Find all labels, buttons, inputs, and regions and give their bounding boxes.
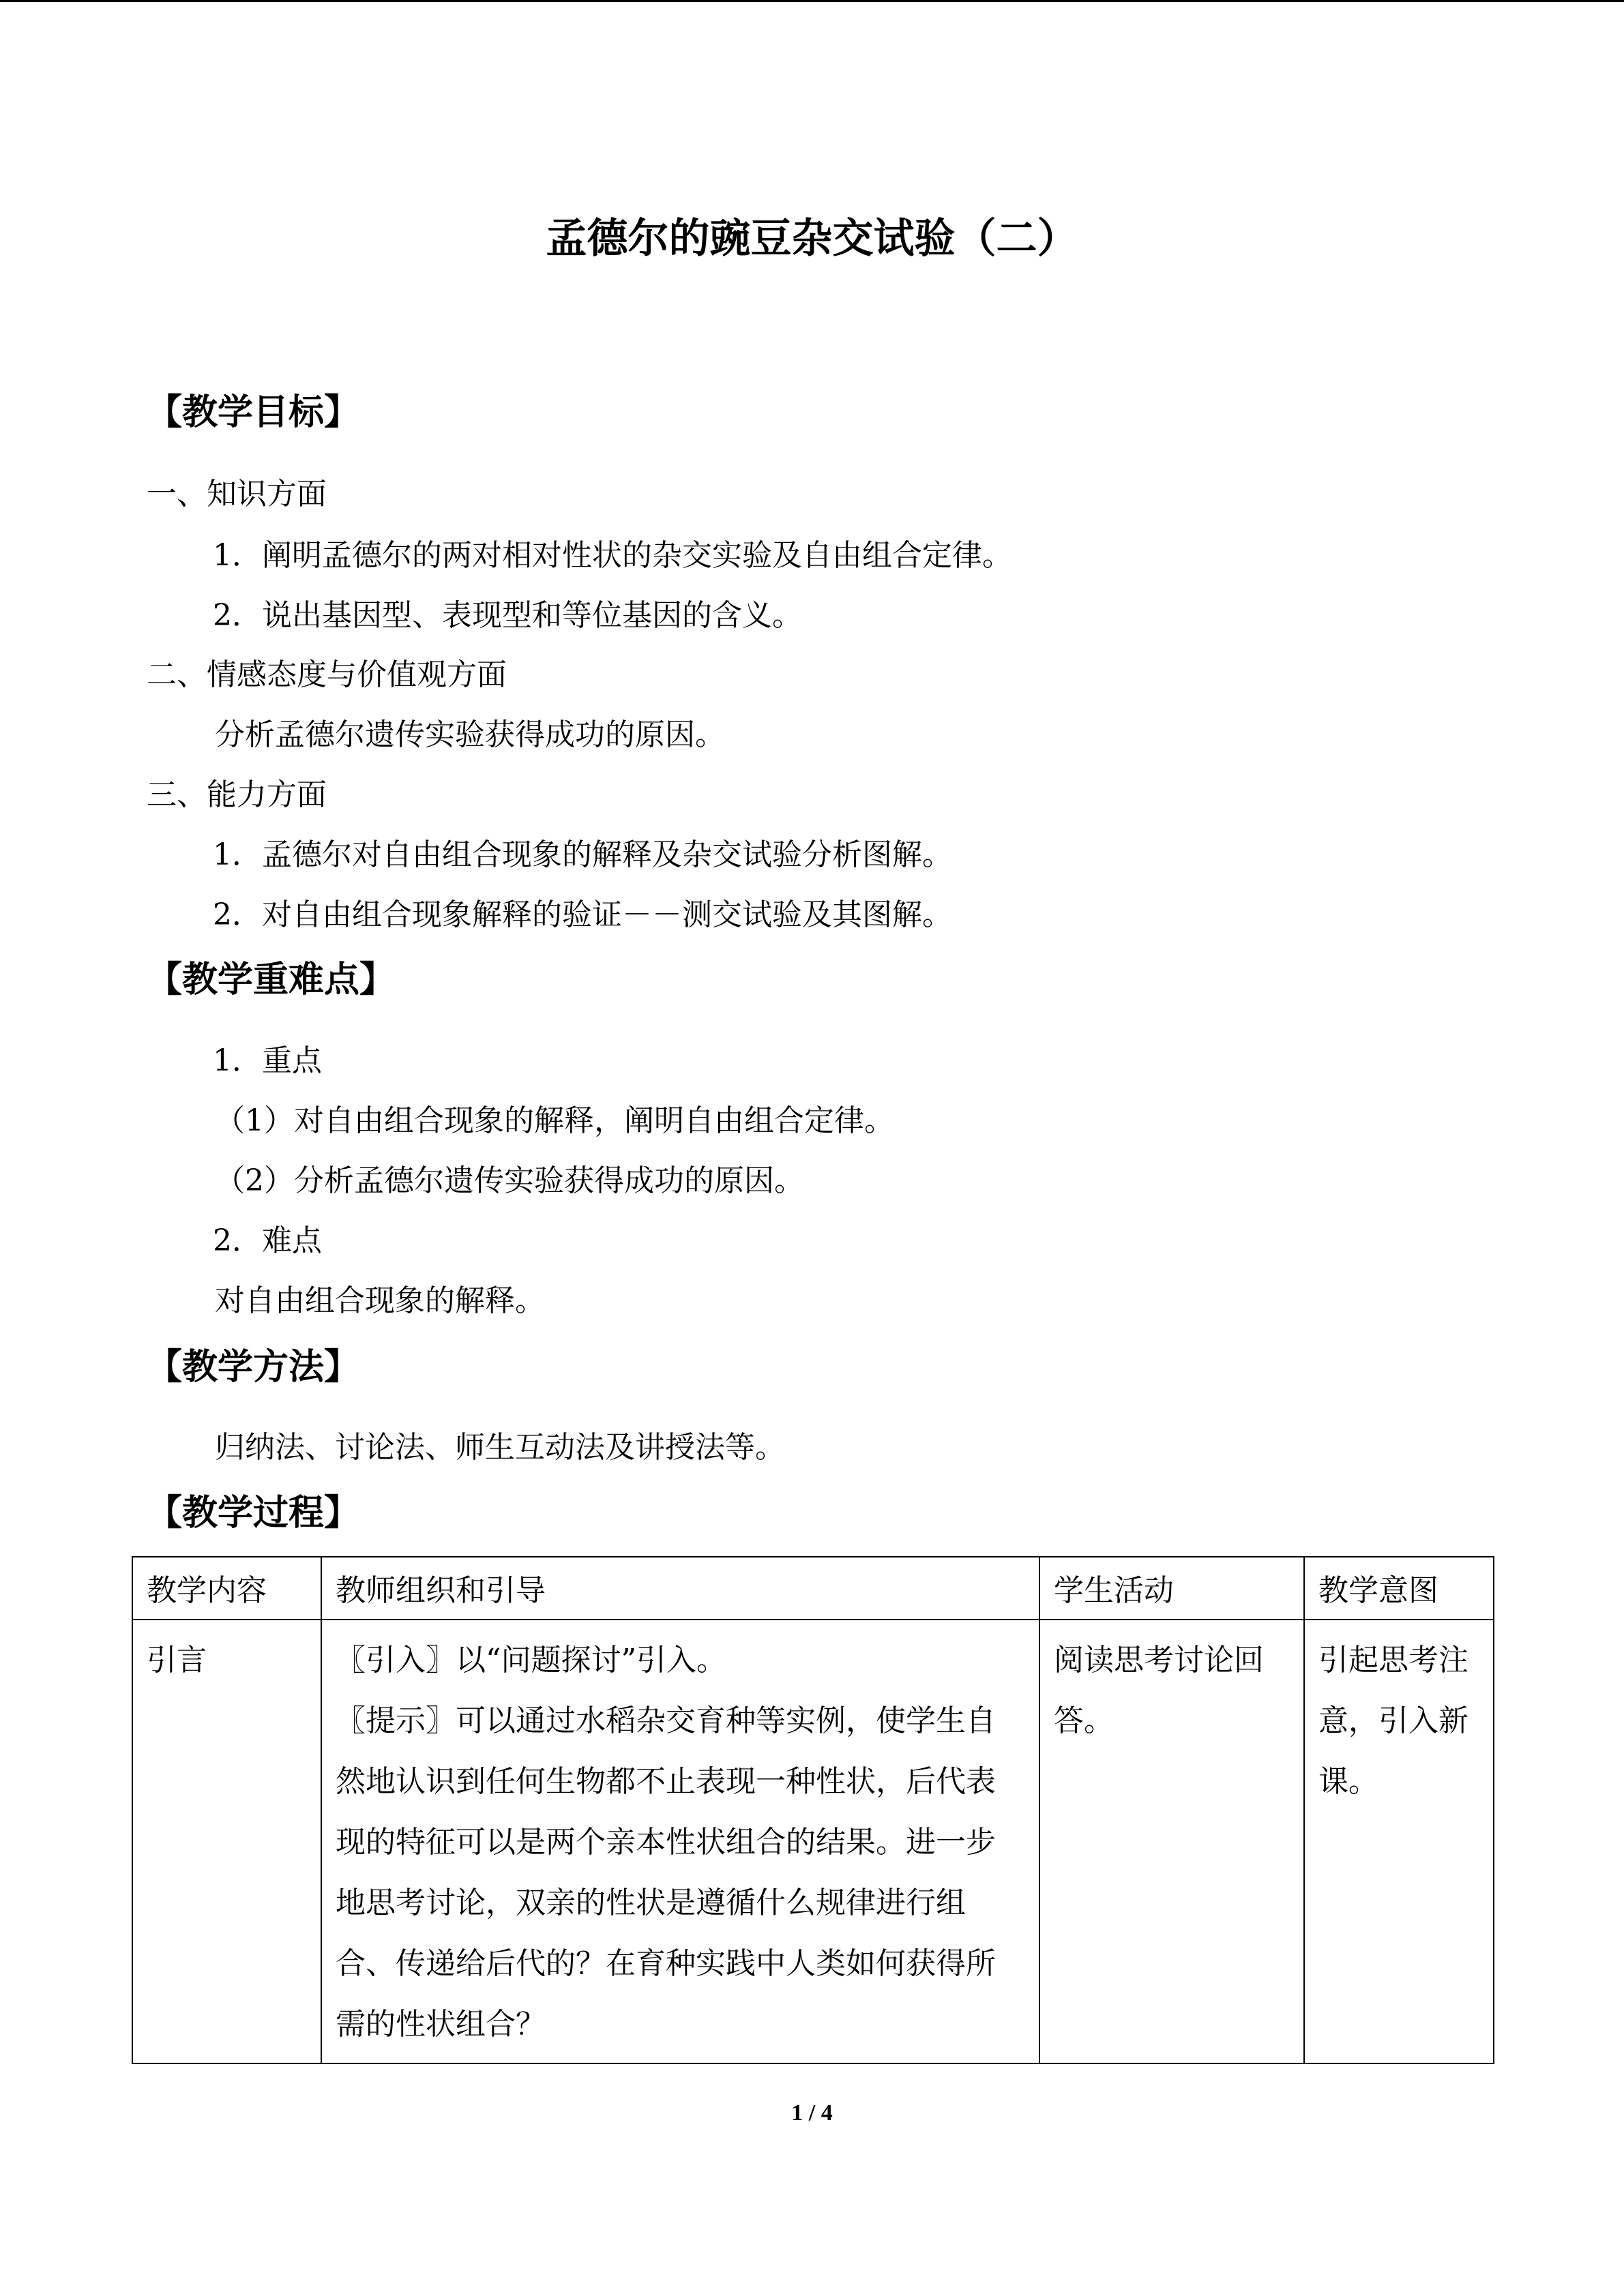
difficulty-heading: 2．难点 — [213, 1223, 322, 1258]
ability-item-2: 2．对自由组合现象解释的验证－－测交试验及其图解。 — [213, 897, 952, 932]
page-number: 1 / 4 — [791, 2100, 833, 2126]
difficulty-item-1: 对自由组合现象的解释。 — [215, 1283, 545, 1318]
focus-item-1: （1）对自由组合现象的解释，阐明自由组合定律。 — [215, 1103, 894, 1138]
ability-item-1: 1．孟德尔对自由组合现象的解释及杂交试验分析图解。 — [213, 837, 952, 872]
focus-heading: 1．重点 — [213, 1043, 322, 1078]
knowledge-item-1: 1．阐明孟德尔的两对相对性状的杂交实验及自由组合定律。 — [213, 538, 1012, 573]
ability-heading: 三、能力方面 — [147, 777, 327, 812]
knowledge-heading: 一、知识方面 — [147, 477, 327, 511]
cell-student: 阅读思考讨论回答。 — [1039, 1620, 1304, 2063]
column-header-content: 教学内容 — [132, 1557, 321, 1620]
section-heading-objectives: 【教学目标】 — [147, 391, 360, 433]
section-heading-process: 【教学过程】 — [147, 1492, 360, 1534]
table-header-row — [132, 1557, 1494, 1620]
teacher-intro-text: 〖引入〗以“问题探讨”引入。 — [336, 1643, 726, 1678]
teaching-process-table — [132, 1556, 1494, 2064]
top-border-line — [0, 0, 1624, 2]
emotion-heading: 二、情感态度与价值观方面 — [147, 657, 507, 692]
cell-content: 引言 — [132, 1620, 321, 2063]
focus-item-2: （2）分析孟德尔遗传实验获得成功的原因。 — [215, 1163, 804, 1198]
cell-teacher — [321, 1620, 1039, 2063]
section-heading-key-points: 【教学重难点】 — [147, 959, 396, 1000]
section-heading-methods: 【教学方法】 — [147, 1346, 360, 1388]
column-header-intent: 教学意图 — [1304, 1557, 1494, 1620]
cell-intent: 引起思考注意，引入新课。 — [1304, 1620, 1494, 2063]
emotion-item-1: 分析孟德尔遗传实验获得成功的原因。 — [215, 717, 725, 752]
column-header-teacher: 教师组织和引导 — [321, 1557, 1039, 1620]
document-title: 孟德尔的豌豆杂交试验（二） — [546, 215, 1078, 263]
knowledge-item-2: 2．说出基因型、表现型和等位基因的含义。 — [213, 598, 802, 633]
teacher-hint-text: 〖提示〗可以通过水稻杂交育种等实例，使学生自然地认识到任何生物都不止表现一种性状，后代表现的特征可以是两个亲本性状组合的结果。进一步地思考讨论，双亲的性状是遵循什么规律进行组合、传递给后代的？在育种实践中人类如何获得所需的性状组合？ — [336, 1703, 996, 2042]
table-row — [132, 1620, 1494, 2063]
methods-text: 归纳法、讨论法、师生互动法及讲授法等。 — [215, 1430, 785, 1465]
column-header-student: 学生活动 — [1039, 1557, 1304, 1620]
